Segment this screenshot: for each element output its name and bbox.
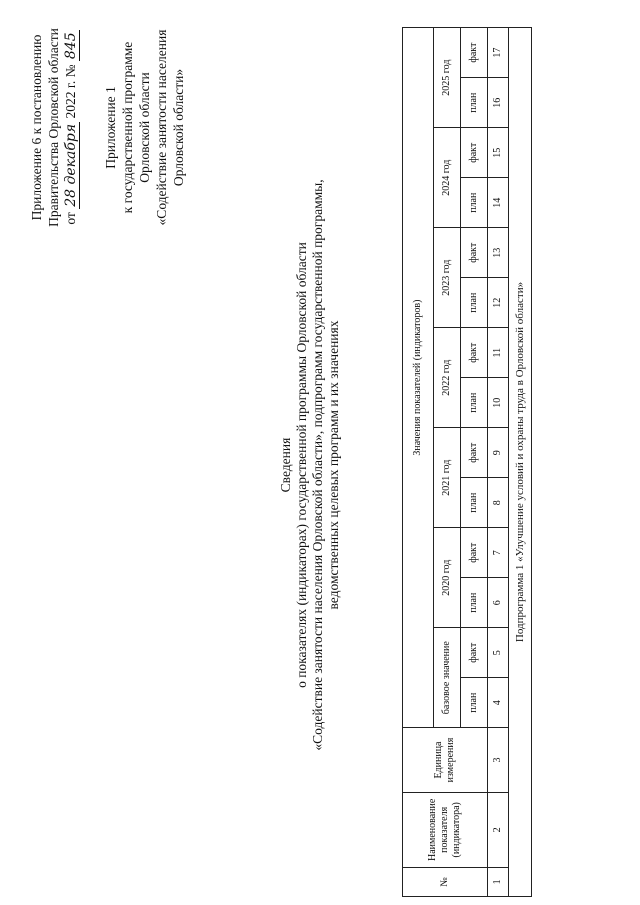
header-fact: факт [461, 128, 488, 178]
header-plan: план [461, 478, 488, 528]
header-plan: план [461, 278, 488, 328]
sub-appendix-line-2: к государственной программе [120, 41, 135, 214]
header-plan: план [461, 78, 488, 128]
sub-appendix-line-5: Орловской области» [171, 68, 186, 187]
column-number: 10 [488, 378, 509, 428]
column-number: 1 [488, 867, 509, 896]
column-number: 4 [488, 678, 509, 728]
header-fact: факт [461, 428, 488, 478]
header-plan: план [461, 678, 488, 728]
header-name: Наименование показателя (индикатора) [403, 792, 488, 867]
header-no: № [403, 867, 488, 896]
column-number: 14 [488, 178, 509, 228]
header-base: базовое значение [434, 628, 461, 728]
sub-appendix-title: Приложение 1 [103, 86, 118, 169]
subprogram-title: Подпрограмма 1 «Улучшение условий и охраны труда в Орловской области» [509, 28, 532, 897]
header-fact: факт [461, 328, 488, 378]
handwritten-date: 28 декабря [63, 123, 79, 207]
subprogram-row [509, 28, 532, 897]
header-fact: факт [461, 628, 488, 678]
column-number: 12 [488, 278, 509, 328]
column-number: 8 [488, 478, 509, 528]
heading-title: Сведения [278, 437, 293, 493]
column-number: 2 [488, 792, 509, 867]
header-year: 2025 год [434, 28, 461, 128]
header-year: 2023 год [434, 228, 461, 328]
document-heading [278, 145, 342, 785]
column-number: 17 [488, 28, 509, 78]
header-year: 2020 год [434, 528, 461, 628]
column-numbers-row [488, 28, 509, 897]
column-number: 3 [488, 728, 509, 793]
column-number: 16 [488, 78, 509, 128]
column-number: 11 [488, 328, 509, 378]
column-number: 9 [488, 428, 509, 478]
appendix-line-2: Правительства Орловской области [46, 28, 61, 227]
sub-appendix-line-4: «Содействие занятости населения [154, 29, 169, 226]
heading-line-3: «Содействие занятости населения Орловской области», подпрограмм государственной программы, [310, 179, 325, 751]
header-year: 2024 год [434, 128, 461, 228]
header-year: 2022 год [434, 328, 461, 428]
sub-appendix-line-3: Орловской области [137, 72, 152, 183]
header-fact: факт [461, 528, 488, 578]
appendix-line-1: Приложение 6 к постановлению [29, 34, 44, 221]
heading-line-4: ведомственных целевых программ и их значениях [326, 320, 341, 610]
column-number: 5 [488, 628, 509, 678]
header-plan: план [461, 378, 488, 428]
column-number: 7 [488, 528, 509, 578]
handwritten-number: 845 [63, 32, 79, 60]
header-fact: факт [461, 228, 488, 278]
column-number: 15 [488, 128, 509, 178]
header-fact: факт [461, 28, 488, 78]
header-plan: план [461, 578, 488, 628]
column-number: 13 [488, 228, 509, 278]
header-year: 2021 год [434, 428, 461, 528]
column-number: 6 [488, 578, 509, 628]
appendix-line-3: от 28 декабря 2022 г. № 845 [63, 32, 79, 225]
year: 2022 [63, 91, 78, 119]
heading-line-2: о показателях (индикаторах) государственной программы Орловской области [294, 242, 309, 688]
header-plan: план [461, 178, 488, 228]
appendix-block [28, 10, 187, 245]
header-unit: Единица измерения [403, 728, 488, 793]
indicators-table [402, 27, 532, 897]
header-values: Значения показателей (индикаторов) [403, 28, 434, 728]
